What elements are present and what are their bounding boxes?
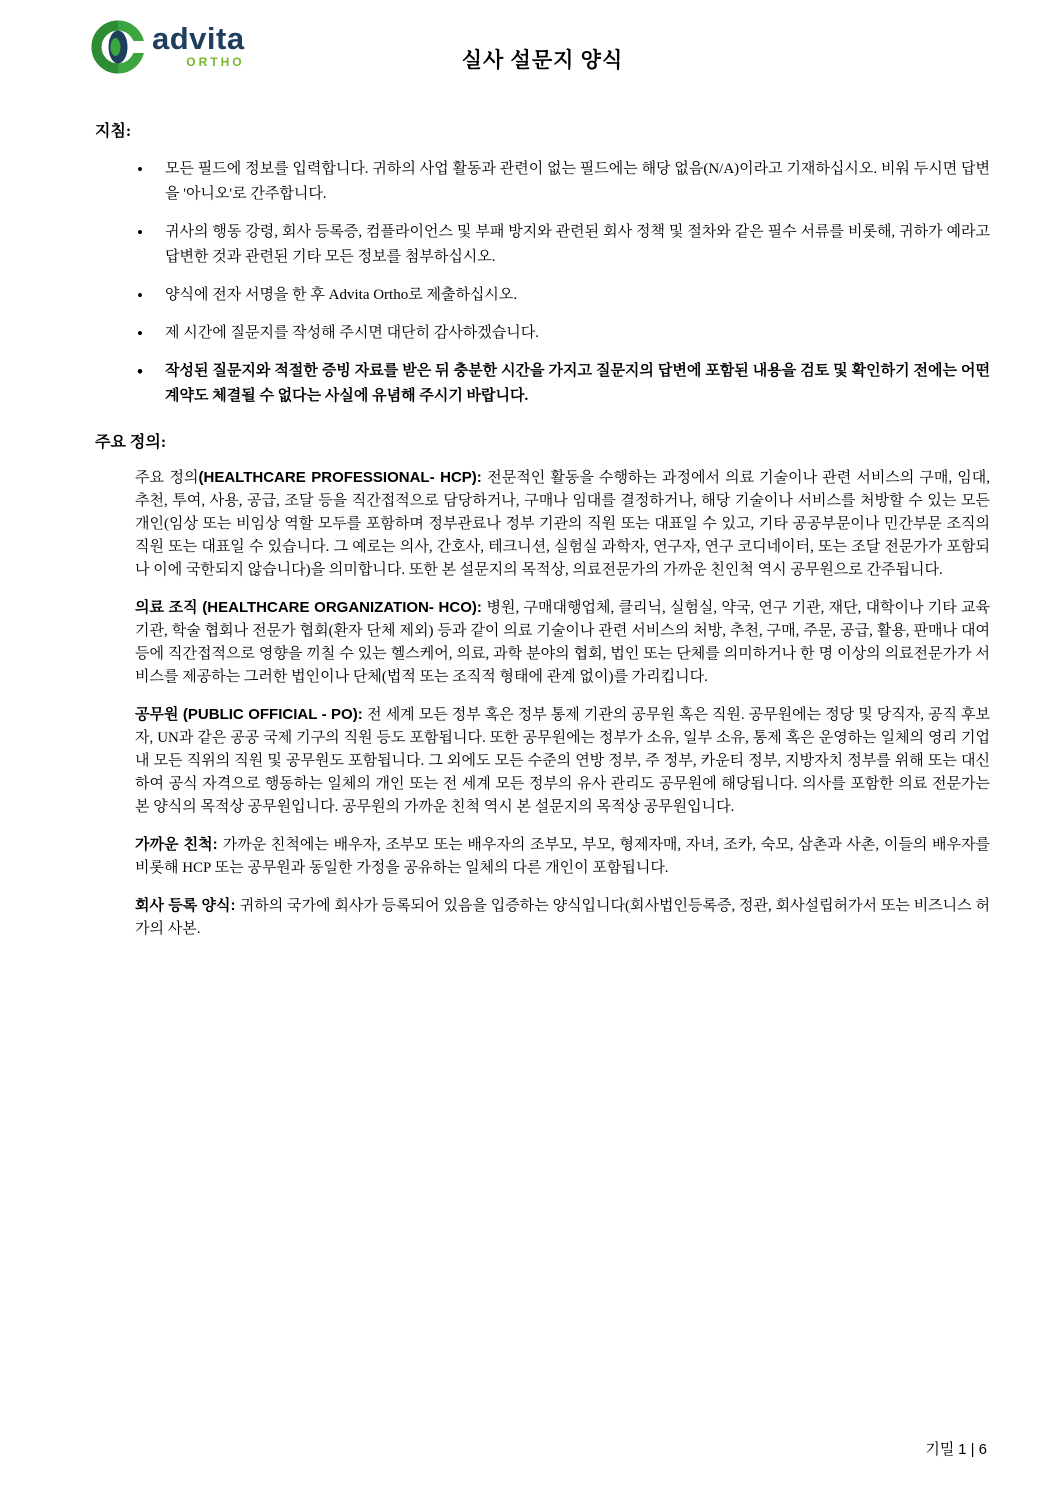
definition-text: 귀하의 국가에 회사가 등록되어 있음을 입증하는 양식입니다(회사법인등록증, 정관, 회사설립허가서 또는 비즈니스 허가의 사본. [135, 898, 990, 937]
definitions-heading: 주요 정의: [95, 434, 167, 451]
definition-item-hcp [135, 466, 990, 582]
definition-item-company-registration [135, 894, 990, 941]
definition-prefix: 주요 정의 [135, 469, 199, 486]
brand-name: advita [152, 21, 245, 56]
definition-item-close-relative [135, 833, 990, 880]
page-footer [925, 1438, 987, 1459]
definition-term: 공무원 (PUBLIC OFFICIAL - PO): [135, 706, 368, 723]
definition-term: 가까운 친척: [135, 836, 223, 853]
definition-text: 전 세계 모든 정부 혹은 정부 통제 기관의 공무원 혹은 직원. 공무원에는 정당 및 당직자, 공직 후보자, UN과 같은 공공 국제 기구의 직원 등도 포함됩니다. 또한 공무원에는 정부가 소유, 일부 소유, 통제 혹은 운영하는 일체의 영리 기업내 모든 직위의 직원 및 공무원도 포함됩니다. 그 외에도 모든 수준의 연방 정부, 주 정부, 카운티 정부, 지방자치 정부를 위해 또는 대신하여 공식 자격으로 행동하는 일체의 개인 또는 전 세계 모든 정부의 유사 관리도 공무원에 해당됩니다. 의사를 포함한 의료 전문가는 본 양식의 목적상 공무원입니다. 공무원의 가까운 친척 역시 본 설문지의 목적상 공무원입니다. [135, 707, 990, 815]
definition-item-po [135, 703, 990, 819]
page-title: 실사 설문지 양식 [461, 48, 624, 72]
instruction-item: • 양식에 전자 서명을 한 후 Advita Ortho로 제출하십시오. [137, 283, 990, 308]
confidential-label: 기밀 [925, 1442, 955, 1458]
definition-text: 병원, 구매대행업체, 클리닉, 실험실, 약국, 연구 기관, 재단, 대학이나 기타 교육 기관, 학술 협회나 전문가 협회(환자 단체 제외) 등과 같이 의료 기술이나 관련 서비스의 처방, 추천, 구매, 주문, 공급, 활용, 판매나 대여 등에 직간접적으로 영향을 끼칠 수 있는 헬스케어, 의료, 과학 분야의 협회, 법인 또는 단체를 의미하거나 한 명 이상의 의료전문가가 서비스를 제공하는 그러한 법인이나 단체(법적 또는 조직적 형태에 관계 없이)를 가리킵니다. [135, 600, 990, 685]
instructions-heading: 지침: [95, 123, 132, 140]
instruction-item: • 귀사의 행동 강령, 회사 등록증, 컴플라이언스 및 부패 방지와 관련된 회사 정책 및 절차와 같은 필수 서류를 비롯해, 귀하가 예라고 답변한 것과 관련된 기타 모든 정보를 첨부하십시오. [137, 220, 990, 270]
instruction-item: • 제 시간에 질문지를 작성해 주시면 대단히 감사하겠습니다. [137, 321, 990, 346]
page-number: 1 | 6 [958, 1441, 987, 1458]
definition-term: 회사 등록 양식: [135, 897, 240, 914]
instruction-item-important: • 작성된 질문지와 적절한 증빙 자료를 받은 뒤 충분한 시간을 가지고 질문지의 답변에 포함된 내용을 검토 및 확인하기 전에는 어떤 계약도 체결될 수 없다는 사실에 유념해 주시기 바랍니다. [137, 359, 990, 409]
instruction-item: • 모든 필드에 정보를 입력합니다. 귀하의 사업 활동과 관련이 없는 필드에는 해당 없음(N/A)이라고 기재하십시오. 비워 두시면 답변을 '아니오'로 간주합니다. [137, 157, 990, 207]
definition-text: 전문적인 활동을 수행하는 과정에서 의료 기술이나 관련 서비스의 구매, 임대, 추천, 투여, 사용, 공급, 조달 등을 직간접적으로 담당하거나, 구매나 임대를 결정하거나, 해당 기술이나 서비스를 처방할 수 있는 모든 개인(임상 또는 비임상 역할 모두를 포함하며 정부관료나 정부 기관의 직원 또는 대표일 수 있고, 기타 공공부문이나 민간부문 조직의 직원 또는 대표일 수 있습니다. 그 예로는 의사, 간호사, 테크니션, 실험실 과학자, 연구자, 연구 코디네이터, 또는 조달 전문가가 포함되나 이에 국한되지 않습니다)을 의미합니다. 또한 본 설문지의 목적상, 의료전문가의 가까운 친인척 역시 공무원으로 간주됩니다. [135, 470, 990, 578]
brand-subtitle: ORTHO [186, 55, 245, 69]
definition-text: 가까운 친척에는 배우자, 조부모 또는 배우자의 조부모, 부모, 형제자매, 자녀, 조카, 숙모, 삼촌과 사촌, 이들의 배우자를 비롯해 HCP 또는 공무원과 동일한 가정을 공유하는 일체의 다른 개인이 포함됩니다. [135, 837, 991, 876]
instructions-list [95, 157, 990, 409]
definition-item-hco [135, 596, 990, 689]
document-header [95, 18, 990, 110]
definition-term: (HEALTHCARE PROFESSIONAL- HCP): [198, 469, 488, 486]
definition-term: 의료 조직 (HEALTHCARE ORGANIZATION- HCO): [135, 599, 487, 616]
